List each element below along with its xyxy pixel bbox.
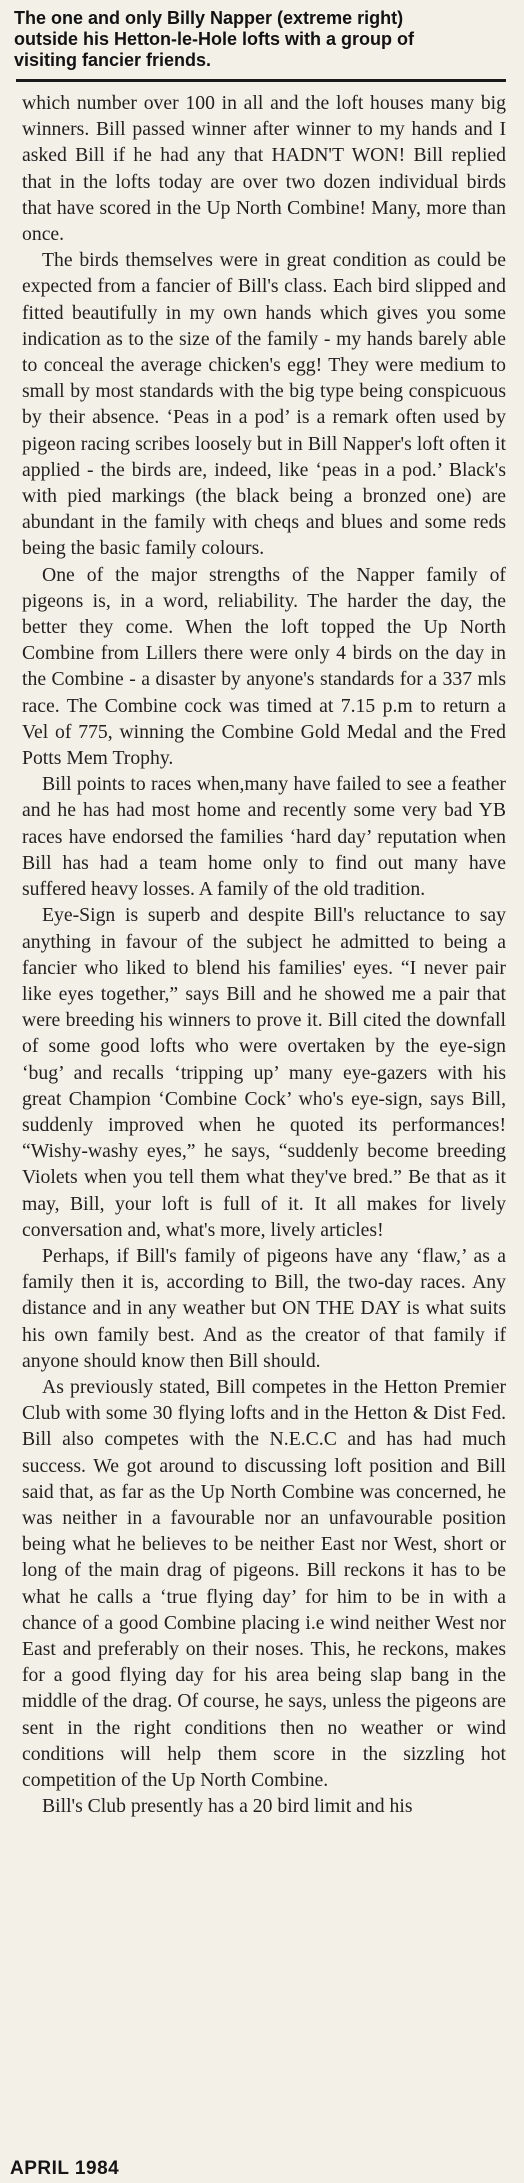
article-paragraph-3: One of the major strengths of the Napper family of pigeons is, in a word, reliability. The harder the day, the better they come. When the loft topped the Up North Combine from Lillers there were only 4 birds on the day in the Combine - a disaster by anyone's standards for a 337 mls race. The Combine cock was timed at 7.15 p.m to return a Vel of 775, winning the Combine Gold Medal and the Fred Potts Mem Trophy. [22,563,506,770]
article-paragraph-2: The birds themselves were in great condition as could be expected from a fancier of Bill's class. Each bird slipped and fitted beautifully in my own hands which gives you some indication as to the size of the family - my hands barely able to conceal the average chicken's egg! They were medium to small by most standards with the big type being conspicuous by their absence. ‘Peas in a pod’ is a remark often used by pigeon racing scribes loosely but in Bill Napper's loft often it applied - the birds are, indeed, like ‘peas in a pod.’ Black's with pied markings (the black being a bronzed one) are abundant in the family with cheqs and blues and some reds being the basic family colours. [22,249,506,560]
article-body [22,90,506,1819]
article-paragraph-8: Bill's Club presently has a 20 bird limit and his [42,1795,413,1818]
article-paragraph-1: which number over 100 in all and the loft houses many big winners. Bill passed winner after winner to my hands and I asked Bill if he had any that HADN'T WON! Bill replied that in the lofts today are over two dozen individual birds that have scored in the Up North Combine! Many, more than once. [22,92,506,246]
caption-divider-rule [16,79,506,82]
photo-caption [14,8,506,71]
article-paragraph-5: Eye-Sign is superb and despite Bill's reluctance to say anything in favour of the subject he admitted to being a fancier who liked to blend his families' eyes. “I never pair like eyes together,” says Bill and he showed me a pair that were breeding his winners to prove it. Bill cited the downfall of some good lofts who were overtaken by the eye-sign ‘bug’ and recalls ‘tripping up’ many eye-gazers with his great Champion ‘Combine Cock’ who's eye-sign, says Bill, suddenly improved when he quoted its performances! “Wishy-washy eyes,” he says, “suddenly become breeding Violets when you tell them what they've bred.” Be that as it may, Bill, your loft is full of it. It all makes for lively conversation and, what's more, lively articles! [22,904,506,1241]
caption-line-3: visiting fancier friends. [14,50,212,70]
article-paragraph-7: As previously stated, Bill competes in the Hetton Premier Club with some 30 flying lofts and in the Hetton & Dist Fed. Bill also competes with the N.E.C.C and has had much success. We got around to discussing loft position and Bill said that, as far as the Up North Combine was concerned, he was neither in a favourable nor an unfavourable position being what he believes to be neither East nor West, short or long of the main drag of pigeons. Bill reckons it has to be what he calls a ‘true flying day’ for him to be in with a chance of a good Combine placing i.e wind neither West nor East and preferably on their noses. This, he reckons, makes for a good flying day for his area being slap bang in the middle of the drag. Of course, he says, unless the pigeons are sent in the right conditions then no weather or wind conditions will help them score in the sizzling hot competition of the Up North Combine. [22,1375,506,1791]
article-paragraph-4: Bill points to races when,many have failed to see a feather and he has had most home and recently some very bad YB races have endorsed the families ‘hard day’ reputation when Bill has had a team home only to find out many have suffered heavy losses. A family of the old tradition. [22,773,506,901]
caption-line-2: outside his Hetton-le-Hole lofts with a group of [14,29,414,49]
caption-line-1: The one and only Billy Napper (extreme right) [14,8,404,28]
issue-date-footer: APRIL 1984 [10,2158,120,2179]
article-paragraph-6: Perhaps, if Bill's family of pigeons have any ‘flaw,’ as a family then it is, according to Bill, the two-day races. Any distance and in any weather but ON THE DAY is what suits his own family best. And as the creator of that family if anyone should know then Bill should. [22,1244,506,1372]
